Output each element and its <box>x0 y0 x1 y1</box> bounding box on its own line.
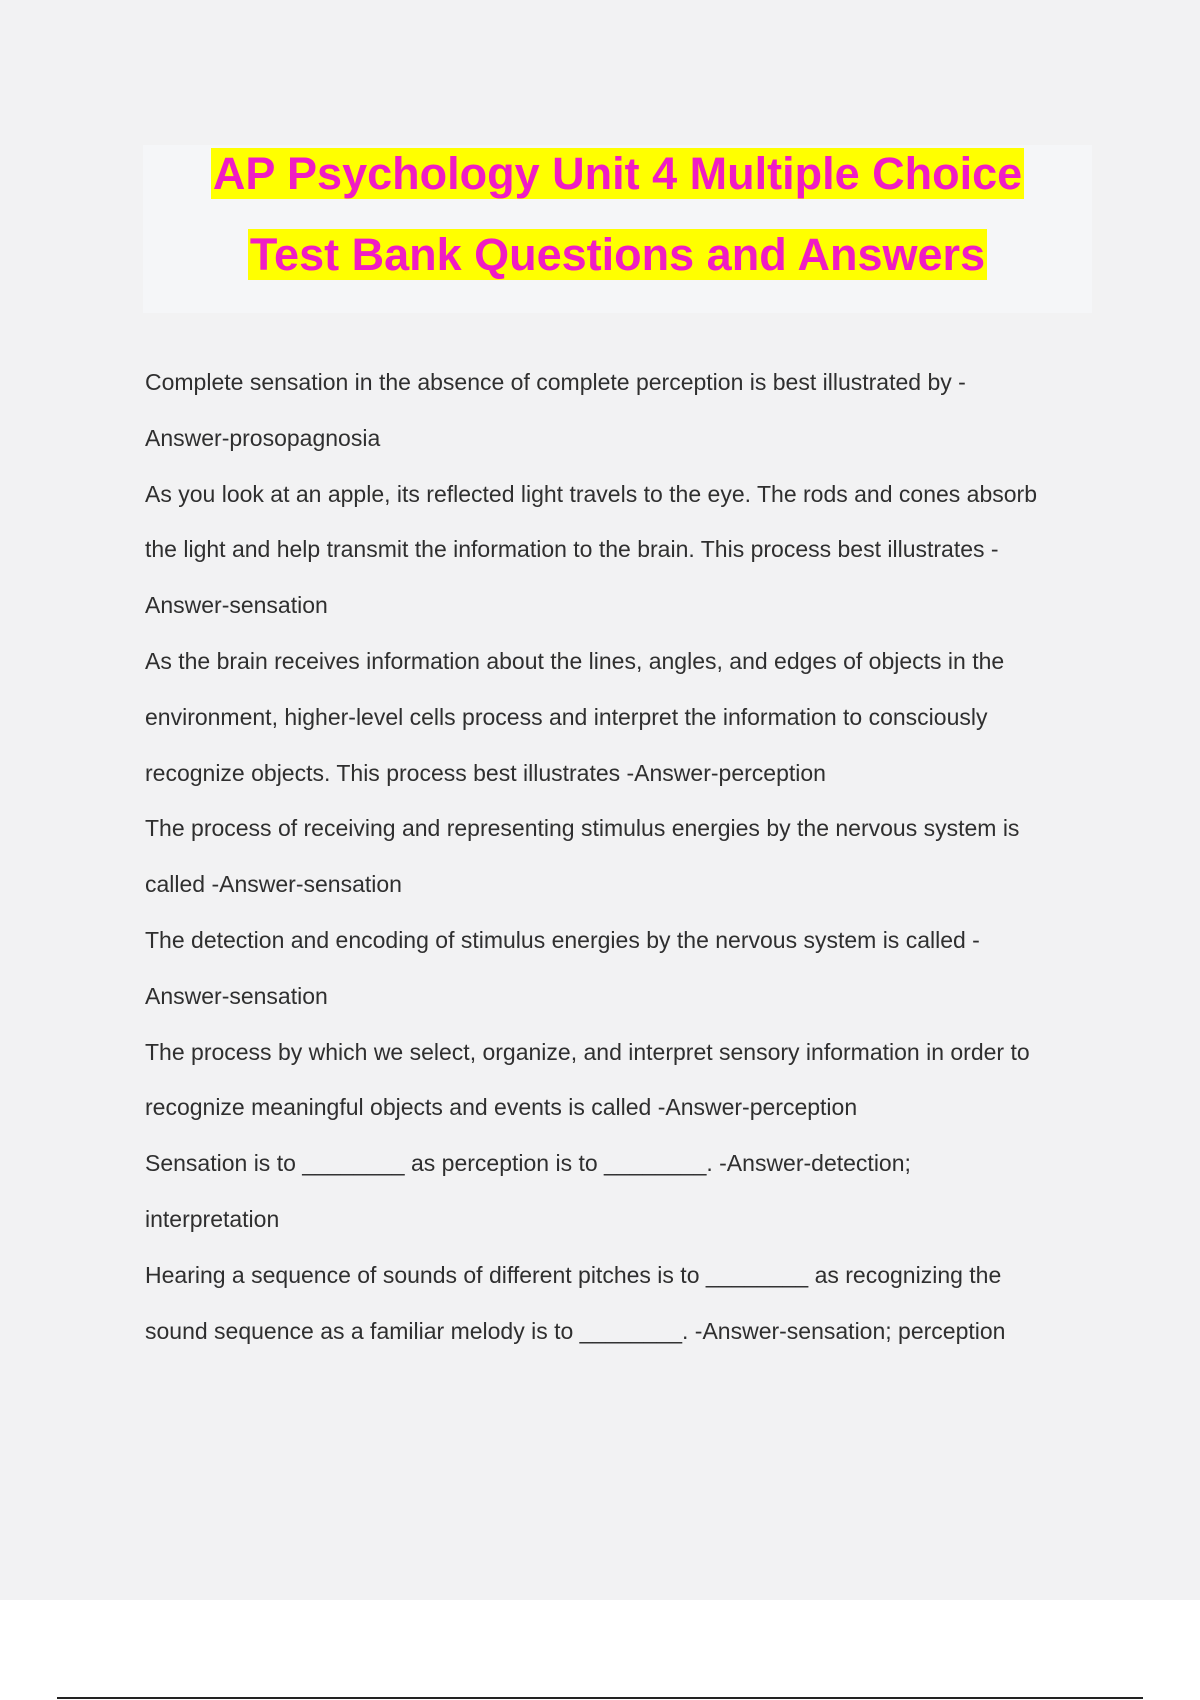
document-title-line-1 <box>143 145 1092 203</box>
text-line: the light and help transmit the information to the brain. This process best illustrates - <box>145 536 999 563</box>
text-line: As you look at an apple, its reflected light travels to the eye. The rods and cones absorb <box>145 480 1037 507</box>
text-line: The process by which we select, organize, and interpret sensory information in order to <box>145 1038 1030 1065</box>
text-line: Answer-prosopagnosia <box>145 424 381 451</box>
text-line: As the brain receives information about the lines, angles, and edges of objects in the <box>145 647 1005 674</box>
text-line: Answer-sensation <box>145 592 328 619</box>
title-highlight-1: AP Psychology Unit 4 Multiple Choice <box>212 148 1023 199</box>
text-line: environment, higher-level cells process and interpret the information to consciously <box>145 703 988 730</box>
document-title-line-2 <box>143 226 1092 284</box>
text-line: Complete sensation in the absence of complete perception is best illustrated by - <box>145 369 966 395</box>
text-line: The detection and encoding of stimulus energies by the nervous system is called - <box>145 926 980 953</box>
title-highlight-2: Test Bank Questions and Answers <box>249 229 986 280</box>
text-line: interpretation <box>145 1205 280 1232</box>
text-line: recognize meaningful objects and events is called -Answer-perception <box>145 1094 858 1121</box>
text-line: Hearing a sequence of sounds of different pitches is to ________ as recognizing the <box>145 1261 1002 1288</box>
text-line: The process of receiving and representing stimulus energies by the nervous system is <box>145 815 1020 842</box>
footer-divider <box>57 1697 1143 1699</box>
text-line: sound sequence as a familiar melody is to ________. -Answer-sensation; perception <box>145 1317 1006 1344</box>
text-line: recognize objects. This process best illustrates -Answer-perception <box>145 759 826 786</box>
text-line: Answer-sensation <box>145 982 328 1009</box>
document-body <box>145 355 1095 1359</box>
text-line: called -Answer-sensation <box>145 871 402 898</box>
text-line: Sensation is to ________ as perception is to ________. -Answer-detection; <box>145 1150 911 1177</box>
